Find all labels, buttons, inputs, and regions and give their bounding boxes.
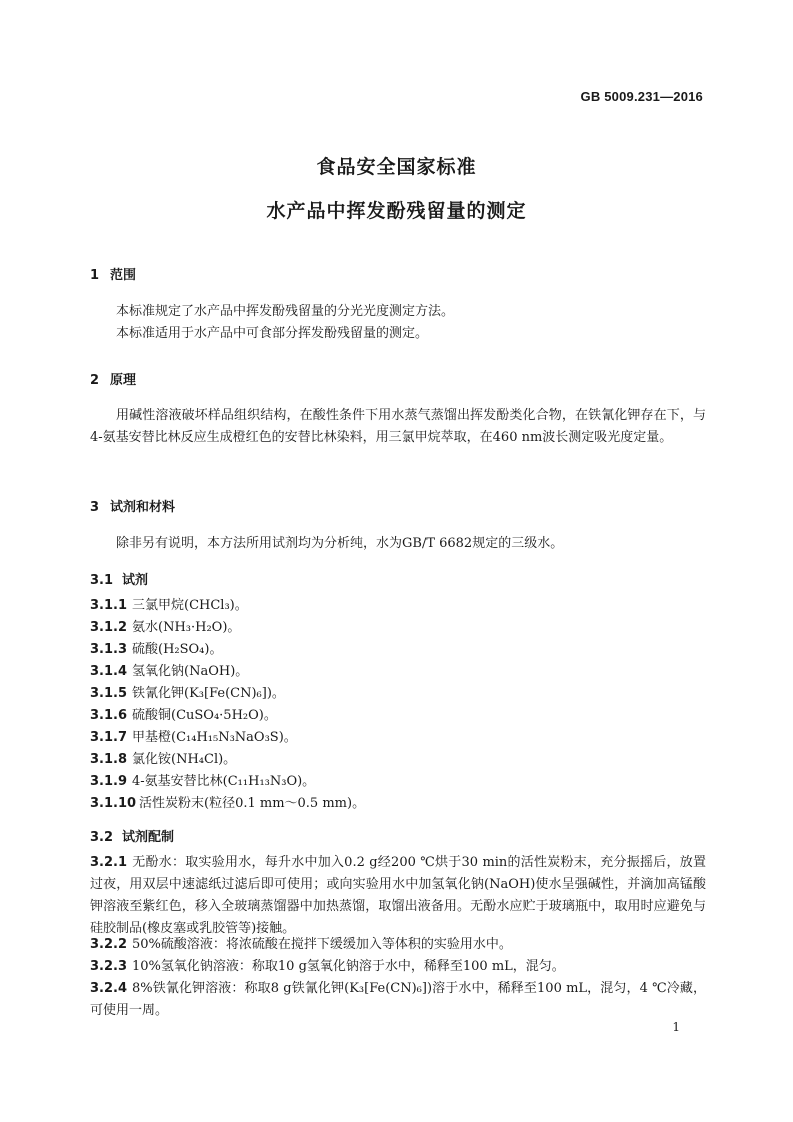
item-number: 3.2.1: [90, 855, 128, 870]
reagents-intro-paragraph: 除非另有说明，本方法所用试剂均为分析纯，水为GB/T 6682规定的三级水。: [116, 536, 564, 551]
document-title-line1: 食品安全国家标准: [316, 156, 477, 178]
scope-paragraph-2: 本标准适用于水产品中可食部分挥发酚残留量的测定。: [116, 326, 429, 341]
reagent-item: [90, 793, 365, 815]
item-text: 三氯甲烷(CHCl₃)。: [132, 598, 248, 613]
preparation-item: [90, 934, 706, 956]
section-number: 3: [90, 500, 100, 515]
item-number: 3.1.3: [90, 642, 128, 657]
reagent-item: [90, 705, 277, 727]
subsection-title: 试剂配制: [122, 830, 175, 845]
item-text: 8%铁氰化钾溶液：称取8 g铁氰化钾(K₃[Fe(CN)₆])溶于水中，稀释至100 mL，混匀，4 ℃冷藏，可使用一周。: [90, 981, 706, 1018]
item-number: 3.1.2: [90, 620, 128, 635]
reagent-item: [90, 661, 248, 683]
subsection-title: 试剂: [122, 573, 149, 588]
section-title: 范围: [110, 268, 137, 283]
item-number: 3.1.9: [90, 774, 128, 789]
page-number: 1: [672, 1020, 680, 1034]
item-number: 3.1.5: [90, 686, 128, 701]
subsection-number: 3.2: [90, 830, 114, 845]
section-title: 原理: [110, 373, 137, 388]
item-text: 铁氰化钾(K₃[Fe(CN)₆])。: [132, 686, 285, 701]
section-title: 试剂和材料: [110, 500, 176, 515]
item-number: 3.1.4: [90, 664, 128, 679]
section-number: 1: [90, 268, 100, 283]
reagent-item: [90, 771, 315, 793]
item-number: 3.1.1: [90, 598, 128, 613]
item-text: 硫酸(H₂SO₄)。: [132, 642, 223, 657]
preparation-item: [90, 978, 706, 1022]
section-heading-reagents: [90, 496, 175, 515]
item-text: 无酚水：取实验用水，每升水中加入0.2 g经200 ℃烘于30 min的活性炭粉末，充分振摇后，放置过夜，用双层中速滤纸过滤后即可使用；或向实验用水中加氢氧化钠(NaOH)使水呈强碱性，并滴加高锰酸钾溶液至紫红色，移入全玻璃蒸馏器中加热蒸馏，取馏出液备用。无酚水应贮于玻璃瓶中，取用时应避免与硅胶制品(橡皮塞或乳胶管等)接触。: [90, 855, 706, 936]
item-number: 3.2.2: [90, 937, 128, 952]
item-text: 氯化铵(NH₄Cl)。: [132, 752, 237, 767]
document-title-line2: 水产品中挥发酚残留量的测定: [266, 200, 527, 222]
scope-paragraph-1: 本标准规定了水产品中挥发酚残留量的分光光度测定方法。: [116, 304, 455, 319]
item-text: 活性炭粉末(粒径0.1 mm～0.5 mm)。: [139, 796, 366, 811]
reagent-item: [90, 727, 297, 749]
standard-number: GB 5009.231—2016: [580, 89, 703, 104]
subsection-heading-reagents: [90, 569, 148, 588]
section-number: 2: [90, 373, 100, 388]
preparation-item: [90, 956, 706, 978]
item-number: 3.1.7: [90, 730, 128, 745]
subsection-number: 3.1: [90, 573, 114, 588]
item-text: 甲基橙(C₁₄H₁₅N₃NaO₃S)。: [132, 730, 297, 745]
item-number: 3.2.4: [90, 981, 128, 996]
item-text: 50%硫酸溶液：将浓硫酸在搅拌下缓缓加入等体积的实验用水中。: [132, 937, 512, 952]
subsection-heading-reagent-preparation: [90, 826, 174, 845]
preparation-item: [90, 852, 706, 940]
item-number: 3.1.10: [90, 796, 137, 811]
item-number: 3.2.3: [90, 959, 128, 974]
item-number: 3.1.8: [90, 752, 128, 767]
reagent-item: [90, 595, 248, 617]
section-heading-principle: [90, 369, 136, 388]
section-heading-scope: [90, 264, 136, 283]
item-text: 氨水(NH₃·H₂O)。: [132, 620, 241, 635]
principle-paragraph: 用碱性溶液破坏样品组织结构，在酸性条件下用水蒸气蒸馏出挥发酚类化合物，在铁氰化钾存在下，与4-氨基安替比林反应生成橙红色的安替比林染料，用三氯甲烷萃取，在460 nm波长测定吸光度定量。: [90, 408, 706, 445]
item-number: 3.1.6: [90, 708, 128, 723]
item-text: 4-氨基安替比林(C₁₁H₁₃N₃O)。: [132, 774, 316, 789]
reagent-item: [90, 683, 285, 705]
reagent-item: [90, 749, 236, 771]
item-text: 10%氢氧化钠溶液：称取10 g氢氧化钠溶于水中，稀释至100 mL，混匀。: [132, 959, 565, 974]
reagent-item: [90, 639, 222, 661]
item-text: 硫酸铜(CuSO₄·5H₂O)。: [132, 708, 277, 723]
item-text: 氢氧化钠(NaOH)。: [132, 664, 249, 679]
reagent-item: [90, 617, 240, 639]
